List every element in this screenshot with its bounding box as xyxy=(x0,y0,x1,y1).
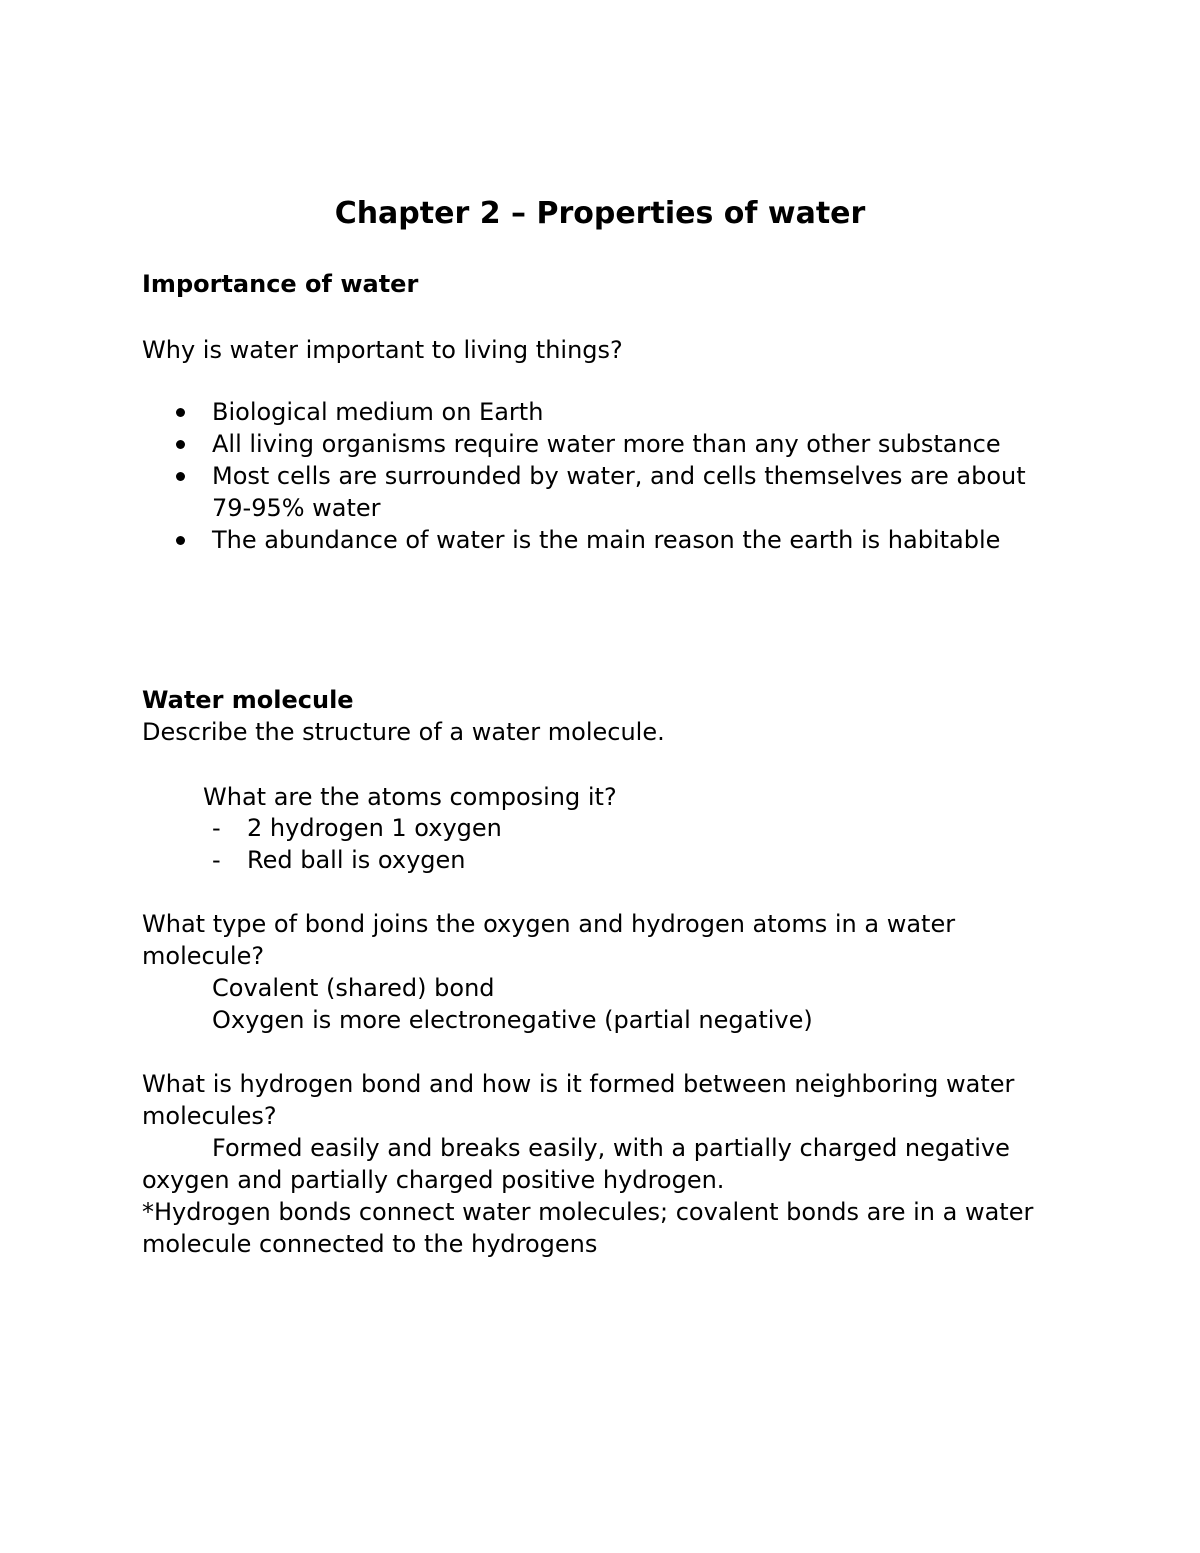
question-hydrogen-bond: What is hydrogen bond and how is it formed between neighboring water molecules? xyxy=(142,1070,1015,1130)
bullet-icon xyxy=(176,440,185,449)
list-item xyxy=(142,460,1062,524)
dash-item-text: 2 hydrogen 1 oxygen xyxy=(247,814,502,842)
bullet-icon xyxy=(176,408,185,417)
bullet-text: Most cells are surrounded by water, and cells themselves are about 79-95% water xyxy=(212,462,1026,522)
bullet-icon xyxy=(176,472,185,481)
bullet-text: The abundance of water is the main reason the earth is habitable xyxy=(212,526,1001,554)
list-item xyxy=(142,396,1062,428)
answer-hydrogen-bond: Formed easily and breaks easily, with a partially charged negative oxygen and partially charged positive hydrogen. xyxy=(142,1134,1010,1194)
dash-item xyxy=(212,844,466,876)
section-heading-importance: Importance of water xyxy=(142,270,419,298)
dash-item-text: Red ball is oxygen xyxy=(247,846,466,874)
answer-electronegative: Oxygen is more electronegative (partial negative) xyxy=(212,1006,813,1034)
question-bond-type: What type of bond joins the oxygen and hydrogen atoms in a water molecule? xyxy=(142,910,956,970)
note-text: *Hydrogen bonds connect water molecules; covalent bonds are in a water molecule connected to the hydrogens xyxy=(142,1198,1034,1258)
section-heading-water-molecule: Water molecule xyxy=(142,686,354,714)
dash-item xyxy=(212,812,502,844)
list-item xyxy=(142,428,1062,460)
page-title: Chapter 2 – Properties of water xyxy=(334,196,866,231)
bullet-text: All living organisms require water more than any other substance xyxy=(212,430,1001,458)
bullet-text: Biological medium on Earth xyxy=(212,398,544,426)
question-importance: Why is water important to living things? xyxy=(142,336,623,364)
bullet-list xyxy=(142,396,1062,556)
dash-marker: - xyxy=(212,846,221,874)
sub-question-atoms: What are the atoms composing it? xyxy=(203,783,617,811)
list-item xyxy=(142,524,1062,556)
prompt-structure: Describe the structure of a water molecule. xyxy=(142,718,665,746)
answer-covalent: Covalent (shared) bond xyxy=(212,974,495,1002)
bullet-icon xyxy=(176,536,185,545)
dash-marker: - xyxy=(212,814,221,842)
